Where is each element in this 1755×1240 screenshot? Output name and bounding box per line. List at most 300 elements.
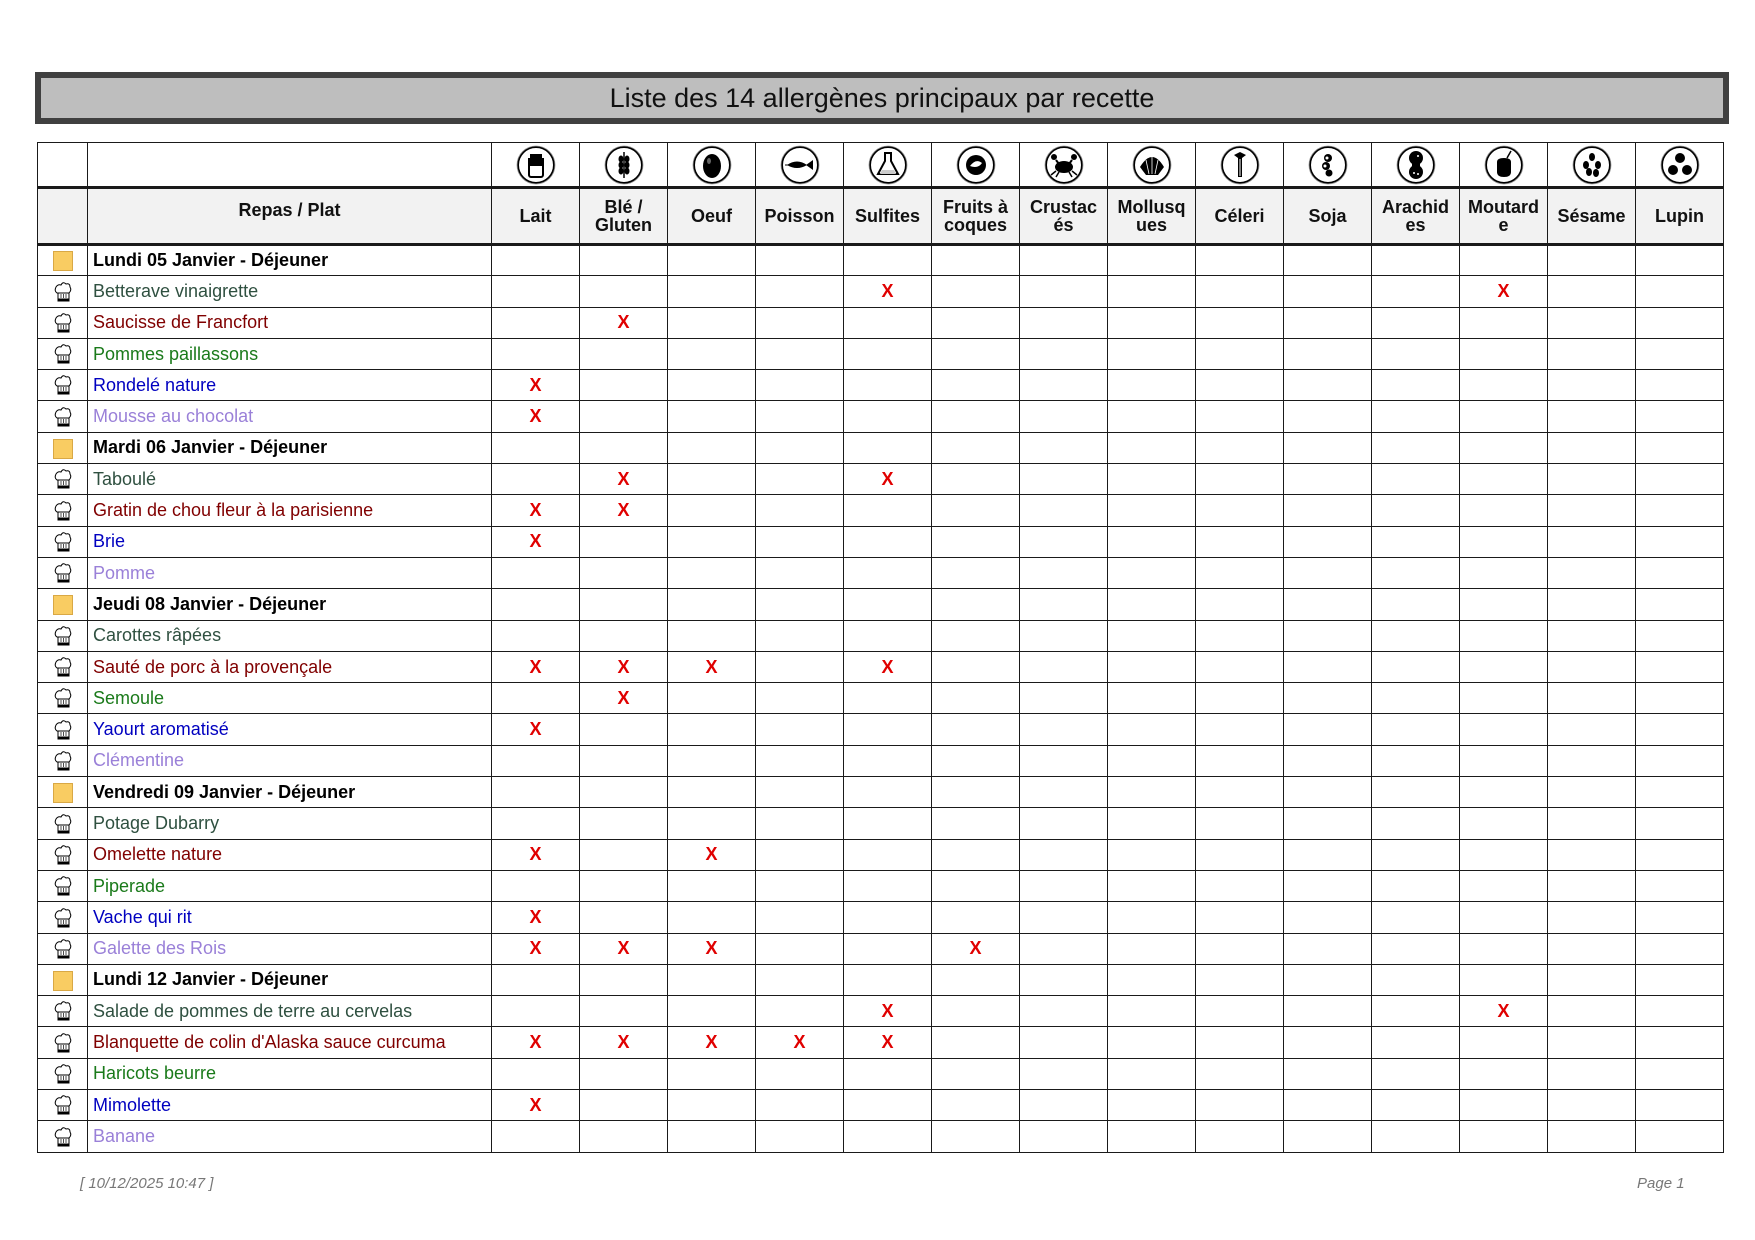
allergen-cell-sesame xyxy=(1548,1058,1636,1089)
allergen-cell-sesame xyxy=(1548,933,1636,964)
chef-hat-icon xyxy=(53,499,73,519)
allergen-cell-fruits_coques xyxy=(932,401,1020,432)
allergen-cell-mollusques xyxy=(1108,276,1196,307)
allergen-cell-mollusques xyxy=(1108,370,1196,401)
allergen-cell-crustaces xyxy=(1020,620,1108,651)
allergen-mark: X xyxy=(617,500,630,521)
allergen-cell-oeuf xyxy=(668,964,756,995)
dish-icon-cell xyxy=(38,714,88,745)
allergen-cell-gluten xyxy=(580,714,668,745)
allergen-cell-mollusques xyxy=(1108,902,1196,933)
dish-name: Betterave vinaigrette xyxy=(88,276,492,307)
allergen-cell-poisson xyxy=(756,370,844,401)
dish-name: Carottes râpées xyxy=(88,620,492,651)
allergen-cell-lupin xyxy=(1636,276,1724,307)
shell-icon xyxy=(1132,145,1172,185)
allergen-cell-mollusques xyxy=(1108,1027,1196,1058)
allergen-cell-crustaces xyxy=(1020,1058,1108,1089)
allergen-cell-poisson xyxy=(756,870,844,901)
allergen-icon-cell-gluten xyxy=(580,143,668,188)
dish-icon-cell xyxy=(38,1121,88,1152)
allergen-cell-moutarde xyxy=(1460,933,1548,964)
day-header-row xyxy=(38,777,1724,808)
allergen-cell-moutarde xyxy=(1460,276,1548,307)
chef-hat-icon xyxy=(53,1125,73,1145)
allergen-cell-soja xyxy=(1284,714,1372,745)
allergen-cell-soja xyxy=(1284,589,1372,620)
column-header-moutarde xyxy=(1460,188,1548,245)
allergen-cell-moutarde xyxy=(1460,1058,1548,1089)
allergen-cell-fruits_coques xyxy=(932,651,1020,682)
allergen-cell-crustaces xyxy=(1020,589,1108,620)
allergen-cell-oeuf xyxy=(668,464,756,495)
allergen-cell-sesame xyxy=(1548,276,1636,307)
allergen-icon-cell-lait xyxy=(492,143,580,188)
allergen-cell-arachides xyxy=(1372,1058,1460,1089)
chef-hat-icon xyxy=(53,1000,73,1020)
allergen-cell-oeuf xyxy=(668,370,756,401)
allergen-cell-moutarde xyxy=(1460,370,1548,401)
allergen-cell-lait xyxy=(492,1121,580,1152)
allergen-cell-lait xyxy=(492,902,580,933)
allergen-cell-crustaces xyxy=(1020,276,1108,307)
allergen-cell-sesame xyxy=(1548,1121,1636,1152)
allergen-cell-mollusques xyxy=(1108,808,1196,839)
allergen-cell-gluten xyxy=(580,1027,668,1058)
allergen-mark: X xyxy=(529,531,542,552)
allergen-cell-arachides xyxy=(1372,526,1460,557)
allergen-cell-fruits_coques xyxy=(932,839,1020,870)
allergen-cell-sulfites xyxy=(844,683,932,714)
column-header-sesame xyxy=(1548,188,1636,245)
dish-column-header: Repas / Plat xyxy=(88,188,492,245)
allergen-cell-crustaces xyxy=(1020,1027,1108,1058)
allergen-icon-cell-crustaces xyxy=(1020,143,1108,188)
allergen-mark: X xyxy=(529,406,542,427)
allergen-cell-arachides xyxy=(1372,964,1460,995)
allergen-cell-sulfites xyxy=(844,964,932,995)
allergen-cell-moutarde xyxy=(1460,964,1548,995)
dish-name: Clémentine xyxy=(88,745,492,776)
allergen-cell-arachides xyxy=(1372,245,1460,276)
allergen-cell-soja xyxy=(1284,964,1372,995)
allergen-cell-celeri xyxy=(1196,401,1284,432)
allergen-cell-lait xyxy=(492,245,580,276)
allergen-cell-moutarde xyxy=(1460,401,1548,432)
allergen-cell-soja xyxy=(1284,1027,1372,1058)
allergen-cell-fruits_coques xyxy=(932,1090,1020,1121)
column-header-lait xyxy=(492,188,580,245)
allergen-cell-celeri xyxy=(1196,338,1284,369)
column-header-label: Fruits à xyxy=(942,197,1008,217)
allergen-cell-celeri xyxy=(1196,777,1284,808)
allergen-cell-moutarde xyxy=(1460,307,1548,338)
allergen-cell-poisson xyxy=(756,745,844,776)
allergen-cell-soja xyxy=(1284,557,1372,588)
day-marker-cell xyxy=(38,432,88,463)
allergen-cell-soja xyxy=(1284,933,1372,964)
allergen-cell-sulfites xyxy=(844,808,932,839)
dish-icon-cell xyxy=(38,996,88,1027)
dish-icon-cell xyxy=(38,683,88,714)
allergen-cell-poisson xyxy=(756,557,844,588)
allergen-mark: X xyxy=(617,1032,630,1053)
column-header-label: e xyxy=(1498,215,1509,235)
allergen-cell-arachides xyxy=(1372,495,1460,526)
allergen-cell-fruits_coques xyxy=(932,557,1020,588)
allergen-cell-fruits_coques xyxy=(932,777,1020,808)
allergen-cell-lupin xyxy=(1636,464,1724,495)
allergen-cell-crustaces xyxy=(1020,902,1108,933)
allergen-cell-celeri xyxy=(1196,1121,1284,1152)
column-header-label: Arachid xyxy=(1381,197,1450,217)
allergen-mark: X xyxy=(617,312,630,333)
dish-row xyxy=(38,933,1724,964)
allergen-cell-poisson xyxy=(756,683,844,714)
allergen-cell-mollusques xyxy=(1108,432,1196,463)
allergen-cell-arachides xyxy=(1372,777,1460,808)
allergen-icon-cell-oeuf xyxy=(668,143,756,188)
allergen-cell-sulfites xyxy=(844,777,932,808)
allergen-cell-lupin xyxy=(1636,745,1724,776)
allergen-cell-gluten xyxy=(580,902,668,933)
column-header-label: Sulfites xyxy=(854,206,920,226)
allergen-cell-lupin xyxy=(1636,495,1724,526)
allergen-cell-moutarde xyxy=(1460,714,1548,745)
allergen-cell-crustaces xyxy=(1020,745,1108,776)
allergen-cell-soja xyxy=(1284,777,1372,808)
allergen-cell-lait xyxy=(492,870,580,901)
allergen-cell-mollusques xyxy=(1108,777,1196,808)
allergen-cell-lait xyxy=(492,714,580,745)
allergen-cell-arachides xyxy=(1372,683,1460,714)
dish-icon-cell xyxy=(38,495,88,526)
allergen-cell-lupin xyxy=(1636,683,1724,714)
allergen-mark: X xyxy=(617,656,630,677)
allergen-cell-arachides xyxy=(1372,589,1460,620)
allergen-cell-arachides xyxy=(1372,370,1460,401)
allergen-cell-celeri xyxy=(1196,276,1284,307)
allergen-cell-poisson xyxy=(756,1027,844,1058)
allergen-cell-sesame xyxy=(1548,996,1636,1027)
allergen-cell-lupin xyxy=(1636,307,1724,338)
allergen-cell-mollusques xyxy=(1108,1058,1196,1089)
allergen-cell-oeuf xyxy=(668,1121,756,1152)
allergen-cell-fruits_coques xyxy=(932,464,1020,495)
allergen-cell-lait xyxy=(492,526,580,557)
allergen-icon-cell-moutarde xyxy=(1460,143,1548,188)
allergen-cell-sesame xyxy=(1548,651,1636,682)
allergen-cell-crustaces xyxy=(1020,683,1108,714)
print-timestamp: [ 10/12/2025 10:47 ] xyxy=(80,1175,214,1192)
allergen-cell-gluten xyxy=(580,464,668,495)
allergen-cell-sulfites xyxy=(844,401,932,432)
allergen-cell-moutarde xyxy=(1460,464,1548,495)
allergen-cell-mollusques xyxy=(1108,996,1196,1027)
allergen-cell-gluten xyxy=(580,338,668,369)
allergen-cell-oeuf xyxy=(668,557,756,588)
allergen-cell-sesame xyxy=(1548,964,1636,995)
column-header-poisson xyxy=(756,188,844,245)
allergen-cell-mollusques xyxy=(1108,307,1196,338)
sesame-icon xyxy=(1572,145,1612,185)
dish-name: Pomme xyxy=(88,557,492,588)
allergen-cell-lait xyxy=(492,745,580,776)
allergen-mark: X xyxy=(881,280,894,301)
allergen-cell-poisson xyxy=(756,401,844,432)
allergen-cell-oeuf xyxy=(668,808,756,839)
chef-hat-icon xyxy=(53,812,73,832)
allergen-cell-sesame xyxy=(1548,245,1636,276)
dish-icon-cell xyxy=(38,933,88,964)
allergen-cell-sulfites xyxy=(844,620,932,651)
allergen-cell-celeri xyxy=(1196,1090,1284,1121)
allergen-cell-mollusques xyxy=(1108,401,1196,432)
allergen-mark: X xyxy=(1497,1000,1510,1021)
dish-icon-cell xyxy=(38,839,88,870)
column-header-label: és xyxy=(1053,215,1074,235)
allergen-cell-oeuf xyxy=(668,432,756,463)
allergen-cell-moutarde xyxy=(1460,245,1548,276)
allergen-cell-poisson xyxy=(756,338,844,369)
allergen-cell-sulfites xyxy=(844,902,932,933)
dish-name: Piperade xyxy=(88,870,492,901)
allergen-cell-gluten xyxy=(580,683,668,714)
allergen-cell-lupin xyxy=(1636,338,1724,369)
mustard-jar-icon xyxy=(1484,145,1524,185)
allergen-cell-sesame xyxy=(1548,589,1636,620)
allergen-cell-fruits_coques xyxy=(932,370,1020,401)
allergen-cell-crustaces xyxy=(1020,651,1108,682)
allergen-cell-lupin xyxy=(1636,996,1724,1027)
column-header-lupin xyxy=(1636,188,1724,245)
allergen-cell-crustaces xyxy=(1020,401,1108,432)
allergen-cell-lait xyxy=(492,338,580,369)
dish-row xyxy=(38,557,1724,588)
allergen-cell-fruits_coques xyxy=(932,526,1020,557)
allergen-cell-celeri xyxy=(1196,933,1284,964)
allergen-cell-sesame xyxy=(1548,432,1636,463)
allergen-cell-lupin xyxy=(1636,651,1724,682)
allergen-cell-moutarde xyxy=(1460,432,1548,463)
allergen-cell-lupin xyxy=(1636,902,1724,933)
dish-name: Galette des Rois xyxy=(88,933,492,964)
allergen-cell-poisson xyxy=(756,307,844,338)
dish-row xyxy=(38,714,1724,745)
allergen-cell-fruits_coques xyxy=(932,933,1020,964)
allergen-mark: X xyxy=(529,656,542,677)
dish-name: Brie xyxy=(88,526,492,557)
allergen-cell-poisson xyxy=(756,276,844,307)
dish-name: Taboulé xyxy=(88,464,492,495)
column-header-celeri xyxy=(1196,188,1284,245)
allergen-cell-lait xyxy=(492,464,580,495)
allergen-cell-mollusques xyxy=(1108,964,1196,995)
allergen-cell-celeri xyxy=(1196,526,1284,557)
dish-icon-cell xyxy=(38,1058,88,1089)
allergen-cell-gluten xyxy=(580,745,668,776)
allergen-cell-poisson xyxy=(756,839,844,870)
allergen-cell-gluten xyxy=(580,933,668,964)
allergen-cell-arachides xyxy=(1372,401,1460,432)
dish-row xyxy=(38,839,1724,870)
dish-name: Yaourt aromatisé xyxy=(88,714,492,745)
allergen-cell-celeri xyxy=(1196,964,1284,995)
allergen-cell-lait xyxy=(492,1058,580,1089)
allergen-cell-mollusques xyxy=(1108,1090,1196,1121)
allergen-cell-crustaces xyxy=(1020,777,1108,808)
dish-row xyxy=(38,1027,1724,1058)
allergen-cell-celeri xyxy=(1196,370,1284,401)
allergen-cell-lait xyxy=(492,808,580,839)
allergen-cell-oeuf xyxy=(668,933,756,964)
allergen-cell-sulfites xyxy=(844,1027,932,1058)
document-title-bar xyxy=(35,72,1729,124)
allergen-mark: X xyxy=(617,938,630,959)
allergen-cell-soja xyxy=(1284,526,1372,557)
allergen-cell-sulfites xyxy=(844,370,932,401)
allergen-cell-fruits_coques xyxy=(932,996,1020,1027)
allergen-cell-lait xyxy=(492,401,580,432)
allergen-mark: X xyxy=(529,1094,542,1115)
allergen-cell-soja xyxy=(1284,1121,1372,1152)
dish-row xyxy=(38,307,1724,338)
allergen-cell-sulfites xyxy=(844,557,932,588)
allergen-cell-gluten xyxy=(580,589,668,620)
allergen-cell-fruits_coques xyxy=(932,338,1020,369)
chef-hat-icon xyxy=(53,531,73,551)
chef-hat-icon xyxy=(53,1063,73,1083)
allergen-cell-lupin xyxy=(1636,1058,1724,1089)
allergen-cell-gluten xyxy=(580,808,668,839)
allergen-cell-crustaces xyxy=(1020,714,1108,745)
day-label: Jeudi 08 Janvier - Déjeuner xyxy=(88,589,492,620)
allergen-cell-gluten xyxy=(580,245,668,276)
chef-hat-icon xyxy=(53,625,73,645)
dish-name: Gratin de chou fleur à la parisienne xyxy=(88,495,492,526)
allergen-mark: X xyxy=(881,656,894,677)
chef-hat-icon xyxy=(53,844,73,864)
allergen-cell-sesame xyxy=(1548,777,1636,808)
column-header-gluten xyxy=(580,188,668,245)
allergen-cell-lait xyxy=(492,933,580,964)
nut-icon xyxy=(956,145,996,185)
allergen-cell-sesame xyxy=(1548,902,1636,933)
allergen-cell-gluten xyxy=(580,370,668,401)
allergen-cell-lupin xyxy=(1636,1121,1724,1152)
allergen-cell-mollusques xyxy=(1108,933,1196,964)
allergen-cell-mollusques xyxy=(1108,651,1196,682)
allergen-cell-moutarde xyxy=(1460,777,1548,808)
allergen-cell-crustaces xyxy=(1020,338,1108,369)
allergen-cell-moutarde xyxy=(1460,870,1548,901)
allergen-cell-gluten xyxy=(580,620,668,651)
allergen-cell-oeuf xyxy=(668,777,756,808)
allergen-cell-oeuf xyxy=(668,338,756,369)
column-header-label: Poisson xyxy=(764,206,835,226)
allergen-cell-sesame xyxy=(1548,464,1636,495)
allergen-cell-fruits_coques xyxy=(932,307,1020,338)
allergen-cell-soja xyxy=(1284,276,1372,307)
dish-row xyxy=(38,651,1724,682)
allergen-cell-celeri xyxy=(1196,808,1284,839)
allergen-cell-arachides xyxy=(1372,464,1460,495)
dish-row xyxy=(38,526,1724,557)
allergen-cell-crustaces xyxy=(1020,933,1108,964)
allergen-cell-lupin xyxy=(1636,589,1724,620)
dish-row xyxy=(38,996,1724,1027)
allergen-cell-lupin xyxy=(1636,964,1724,995)
allergen-cell-lupin xyxy=(1636,933,1724,964)
allergen-cell-poisson xyxy=(756,651,844,682)
allergen-cell-arachides xyxy=(1372,745,1460,776)
allergen-mark: X xyxy=(705,1032,718,1053)
allergen-cell-poisson xyxy=(756,620,844,651)
allergen-cell-lait xyxy=(492,1090,580,1121)
allergen-cell-oeuf xyxy=(668,1058,756,1089)
allergen-cell-arachides xyxy=(1372,933,1460,964)
chef-hat-icon xyxy=(53,562,73,582)
dish-row xyxy=(38,808,1724,839)
allergen-cell-moutarde xyxy=(1460,808,1548,839)
dish-icon-cell xyxy=(38,464,88,495)
allergen-cell-oeuf xyxy=(668,307,756,338)
allergen-cell-crustaces xyxy=(1020,870,1108,901)
allergen-mark: X xyxy=(705,844,718,865)
chef-hat-icon xyxy=(53,468,73,488)
dish-icon-cell xyxy=(38,1027,88,1058)
allergen-cell-celeri xyxy=(1196,714,1284,745)
allergen-cell-sulfites xyxy=(844,464,932,495)
allergen-cell-oeuf xyxy=(668,745,756,776)
allergen-cell-celeri xyxy=(1196,589,1284,620)
allergen-cell-arachides xyxy=(1372,996,1460,1027)
column-header-label: Lupin xyxy=(1655,206,1704,226)
allergen-cell-sesame xyxy=(1548,495,1636,526)
allergen-cell-mollusques xyxy=(1108,589,1196,620)
celery-icon xyxy=(1220,145,1260,185)
allergen-cell-arachides xyxy=(1372,620,1460,651)
allergen-mark: X xyxy=(881,468,894,489)
allergen-cell-arachides xyxy=(1372,1027,1460,1058)
allergen-cell-poisson xyxy=(756,432,844,463)
allergen-cell-fruits_coques xyxy=(932,589,1020,620)
wheat-icon xyxy=(604,145,644,185)
dish-icon-cell xyxy=(38,620,88,651)
allergen-cell-soja xyxy=(1284,839,1372,870)
egg-icon xyxy=(692,145,732,185)
allergen-cell-soja xyxy=(1284,370,1372,401)
allergen-cell-mollusques xyxy=(1108,526,1196,557)
allergen-cell-mollusques xyxy=(1108,1121,1196,1152)
dish-row xyxy=(38,370,1724,401)
day-header-row xyxy=(38,964,1724,995)
allergen-cell-lupin xyxy=(1636,620,1724,651)
allergen-cell-soja xyxy=(1284,745,1372,776)
dish-row xyxy=(38,1121,1724,1152)
allergen-cell-soja xyxy=(1284,401,1372,432)
chef-hat-icon xyxy=(53,656,73,676)
allergen-cell-sulfites xyxy=(844,651,932,682)
allergen-cell-sulfites xyxy=(844,338,932,369)
dish-icon-cell xyxy=(38,370,88,401)
allergen-cell-fruits_coques xyxy=(932,1058,1020,1089)
allergen-cell-moutarde xyxy=(1460,902,1548,933)
allergen-cell-sesame xyxy=(1548,338,1636,369)
allergen-cell-crustaces xyxy=(1020,526,1108,557)
dish-name: Mousse au chocolat xyxy=(88,401,492,432)
allergen-cell-sesame xyxy=(1548,557,1636,588)
